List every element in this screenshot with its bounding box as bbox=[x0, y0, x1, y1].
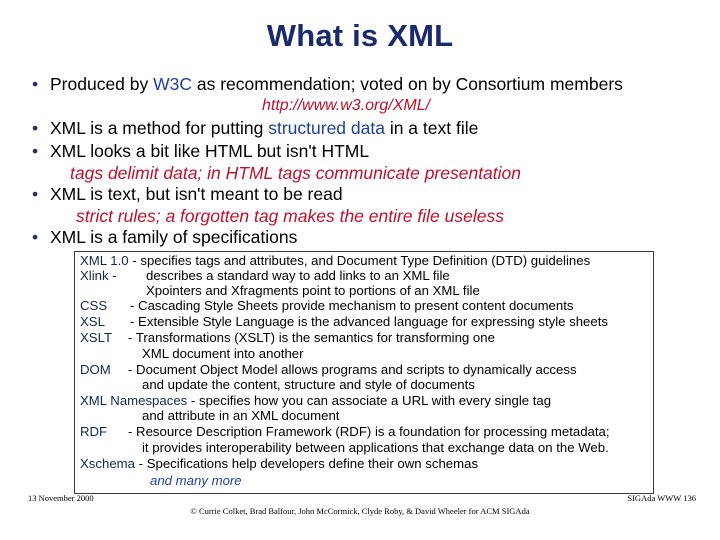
bullet-text: in a text file bbox=[384, 118, 479, 138]
spec-xsl-keyword: XSL bbox=[80, 314, 105, 329]
spec-xslt-description-2: XML document into another bbox=[142, 346, 304, 361]
and-many-more: and many more bbox=[150, 473, 242, 488]
spec-dom-keyword: DOM bbox=[80, 362, 111, 377]
spec-xslt-keyword: XSLT bbox=[80, 330, 113, 345]
bullet-w3c bbox=[50, 74, 623, 94]
spec-xschema bbox=[80, 456, 478, 472]
bullet-text-read: XML is text, but isn't meant to be read bbox=[50, 184, 343, 204]
spec-rdf-description: - Resource Description Framework (RDF) is a foundation for processing metadata; bbox=[128, 424, 610, 439]
spec-xsl-description: - Extensible Style Language is the advanced language for expressing style sheets bbox=[130, 314, 608, 329]
spec-rdf-keyword: RDF bbox=[80, 424, 108, 439]
w3c-highlight: W3C bbox=[153, 74, 193, 94]
bullet-family: XML is a family of specifications bbox=[50, 227, 298, 247]
bullet-html-sub: tags delimit data; in HTML tags communicate presentation bbox=[70, 163, 522, 183]
spec-keyword: XML 1.0 bbox=[80, 253, 129, 268]
spec-xml10 bbox=[80, 253, 590, 269]
spec-keyword: XML Namespaces bbox=[80, 393, 188, 408]
spec-xlink-description-2: Xpointers and Xfragments point to portions of an XML file bbox=[146, 283, 480, 298]
spec-description: - Specifications help developers define their own schemas bbox=[134, 456, 479, 471]
structured-data-highlight: structured data bbox=[268, 118, 385, 138]
spec-dom-description: - Document Object Model allows programs and scripts to dynamically access bbox=[128, 362, 577, 377]
spec-xslt-description: - Transformations (XSLT) is the semantics for transforming one bbox=[128, 330, 495, 345]
spec-namespaces bbox=[80, 393, 551, 409]
bullet-dot: • bbox=[32, 118, 39, 138]
spec-css-description: - Cascading Style Sheets provide mechanism to present content documents bbox=[130, 298, 574, 313]
bullet-text: as recommendation; voted on by Consortium members bbox=[192, 74, 623, 94]
spec-description: - specifies tags and attributes, and Document Type Definition (DTD) guidelines bbox=[128, 253, 591, 268]
bullet-text: Produced by bbox=[50, 74, 154, 94]
bullet-dot: • bbox=[32, 74, 39, 94]
spec-namespaces-description-2: and attribute in an XML document bbox=[142, 408, 340, 423]
spec-keyword: Xschema bbox=[80, 456, 135, 471]
bullet-dot: • bbox=[32, 227, 39, 247]
spec-description: - specifies how you can associate a URL with every single tag bbox=[187, 393, 552, 408]
spec-rdf-description-2: it provides interoperability between applications that exchange data on the Web. bbox=[142, 440, 609, 455]
spec-xlink-description: describes a standard way to add links to an XML file bbox=[146, 268, 450, 283]
w3c-url-link[interactable]: http://www.w3.org/XML/ bbox=[262, 97, 431, 114]
footer-copyright: © Currie Colket, Brad Balfour, John McCormick, Clyde Roby, & David Wheeler for ACM SIGAda bbox=[190, 506, 530, 516]
bullet-dot: • bbox=[32, 141, 39, 161]
bullet-html: XML looks a bit like HTML but isn't HTML bbox=[50, 141, 370, 161]
spec-dom-description-2: and update the content, structure and style of documents bbox=[142, 377, 475, 392]
spec-xlink-keyword: Xlink - bbox=[80, 268, 117, 283]
spec-css-keyword: CSS bbox=[80, 298, 108, 313]
bullet-text: XML is a method for putting bbox=[50, 118, 269, 138]
footer-date: 13 November 2000 bbox=[28, 493, 94, 503]
slide-title: What is XML bbox=[266, 18, 454, 53]
bullet-text-read-sub: strict rules; a forgotten tag makes the entire file useless bbox=[76, 206, 504, 226]
bullet-dot: • bbox=[32, 184, 39, 204]
footer-page: SIGAda WWW 136 bbox=[627, 493, 696, 503]
bullet-structured-data bbox=[50, 118, 478, 138]
